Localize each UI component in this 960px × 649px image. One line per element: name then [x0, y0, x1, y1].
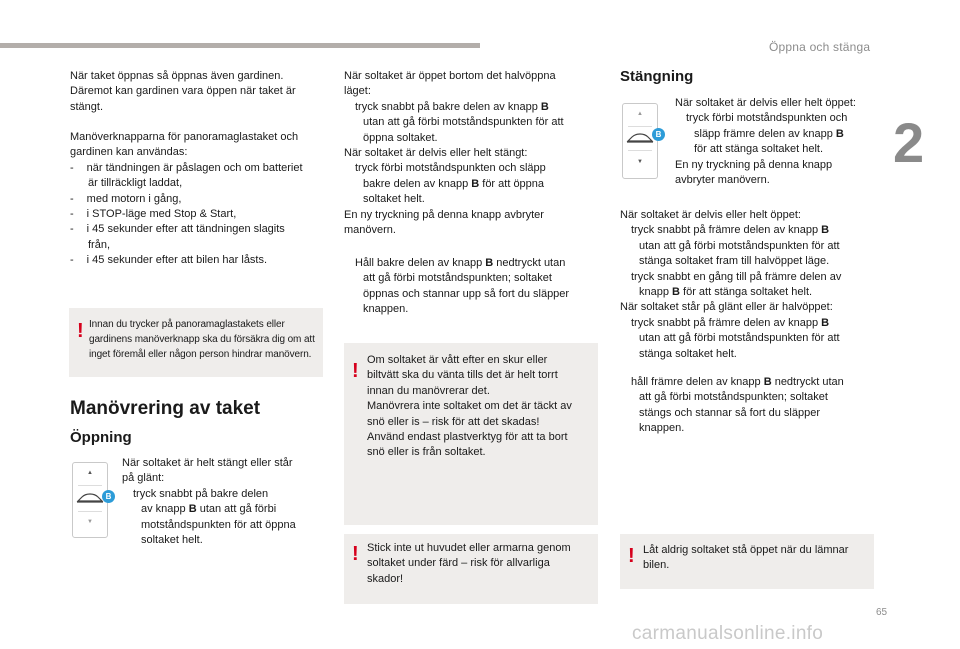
intro-paragraph: När taket öppnas så öppnas även gardinen. Däremot kan gardinen vara öppen när taket är stängt. [70, 70, 296, 113]
opening-paragraph: När soltaket är helt stängt eller står på glänt: tryck snabbt på bakre delen av knapp B utan att gå förbi motståndspunkten för att öppna soltaket helt. [122, 457, 296, 547]
roof-button-panel [72, 462, 112, 538]
closing-paragraph-2: När soltaket är delvis eller helt öppet: tryck snabbt på främre delen av knapp B utan att gå förbi motståndspunkten för att stänga soltaket fram till halvöppet läge. tryck snabbt en gång till på främre delen av knapp B för att stänga soltaket helt. När soltaket står på glänt eller är halvöppet: tryck snabbt på främre delen av knapp B utan att gå förbi motståndspunkten för att stänga soltaket helt. [620, 209, 842, 360]
closing-paragraph-1: När soltaket är delvis eller helt öppet: tryck förbi motståndspunkten och släpp främre delen av knapp B för att stänga soltaket helt. En ny tryckning på denna knapp avbryter manövern. [675, 97, 856, 187]
page-number: 65 [876, 607, 888, 618]
arrow-up-icon: ▲ [87, 470, 93, 476]
warning-box-head-arms: ! Stick inte ut huvudet eller armarna genom soltaket under färd – risk för allvarliga skador! [344, 534, 598, 604]
usage-paragraph: Manöverknapparna för panoramaglastaket och gardinen kan användas: - när tändningen är påslagen och om batteriet är tillräckligt laddat, - med motorn i gång, - i STOP-läge med Stop & Start, - i 45 sekunder efter att tändningen slagits från, - i 45 sekunder efter att bilen har låsts. [70, 131, 303, 267]
warning-icon: ! [77, 320, 84, 342]
car-roof-icon [626, 131, 654, 145]
button-b-badge: B [102, 490, 115, 503]
warning-box-wet-roof: ! Om soltaket är vått efter en skur eller biltvätt ska du vänta tills det är helt torrt innan du manövrerar det. Manövrera inte soltaket om det är täckt av snö eller is – risk för att det skadas! Använd endast plastverktyg för att ta bort snö eller is från soltaket. [344, 343, 598, 525]
col2-paragraph-1: När soltaket är öppet bortom det halvöppna läget: tryck snabbt på bakre delen av knapp B utan att gå förbi motståndspunkten för att öppna soltaket. När soltaket är delvis eller helt stängt: tryck förbi motståndspunkten och släpp bakre delen av knapp B för att öppna soltaket helt. En ny tryckning på denna knapp avbryter manövern. [344, 70, 564, 237]
arrow-up-icon: ▲ [637, 111, 643, 117]
warning-icon: ! [628, 545, 635, 567]
section-heading: Manövrering av taket [70, 398, 261, 419]
chapter-number: 2 [893, 111, 925, 174]
warning-icon: ! [352, 543, 359, 565]
roof-button-panel [622, 103, 662, 179]
header-bar [0, 43, 480, 48]
subheading-closing: Stängning [620, 68, 694, 85]
car-roof-icon [76, 491, 104, 505]
subheading-opening: Öppning [70, 429, 132, 446]
arrow-down-icon: ▼ [87, 519, 93, 525]
button-b-badge: B [652, 128, 665, 141]
warning-icon: ! [352, 360, 359, 382]
warning-box-obstruction: ! Innan du trycker på panoramaglastakets eller gardinens manöverknapp ska du försäkra dig om att inget föremål eller någon person hindrar manövern. [69, 308, 323, 377]
col2-paragraph-hold: Håll bakre delen av knapp B nedtryckt utan att gå förbi motståndspunkten; soltaket öppnas och stannar upp så fort du släpper knappen. [355, 257, 570, 316]
warning-box-leave-open: ! Låt aldrig soltaket stå öppet när du lämnar bilen. [620, 534, 874, 589]
watermark: carmanualsonline.info [632, 623, 824, 644]
closing-paragraph-hold: håll främre delen av knapp B nedtryckt utan att gå förbi motståndspunkten; soltaket stängs och stannar så fort du släpper knappen. [631, 376, 844, 435]
section-title: Öppna och stänga [769, 40, 871, 54]
arrow-down-icon: ▼ [637, 159, 643, 165]
